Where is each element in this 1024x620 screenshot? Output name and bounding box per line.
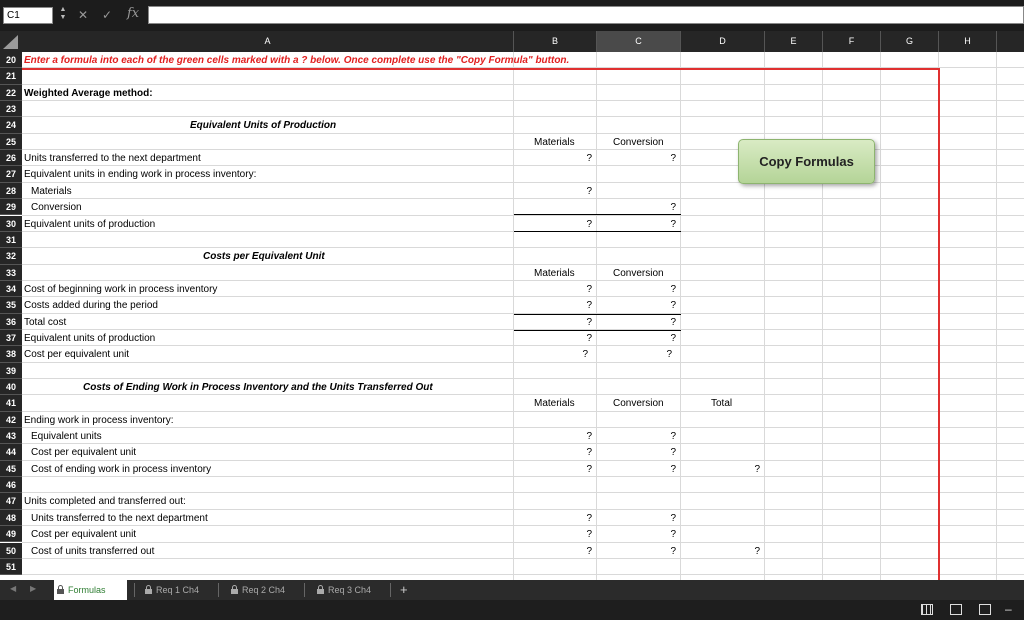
select-all-corner[interactable] bbox=[0, 31, 22, 52]
tab-scroll-left-icon[interactable]: ◀ bbox=[10, 584, 17, 593]
label-cost-units-transferred: Cost of units transferred out bbox=[31, 545, 155, 557]
input-cell[interactable]: ? bbox=[586, 300, 592, 312]
page-break-view-icon[interactable] bbox=[979, 604, 991, 615]
row-header[interactable]: 33 bbox=[0, 265, 22, 281]
lock-icon bbox=[145, 585, 152, 594]
input-cell[interactable]: ? bbox=[670, 300, 676, 312]
instruction-border-right bbox=[938, 68, 940, 580]
method-title: Weighted Average method: bbox=[24, 87, 153, 99]
row-header[interactable]: 47 bbox=[0, 493, 22, 509]
column-gridline bbox=[764, 52, 765, 580]
input-cell[interactable]: ? bbox=[586, 218, 592, 230]
column-gridline bbox=[680, 52, 681, 580]
input-cell[interactable]: ? bbox=[586, 153, 592, 165]
column-header-g[interactable]: G bbox=[881, 31, 939, 52]
row-gridline bbox=[22, 84, 1024, 85]
column-header-b[interactable]: B bbox=[514, 31, 597, 52]
label-eq-units-ending: Equivalent units in ending work in process inventory: bbox=[24, 169, 257, 181]
input-cell[interactable]: ? bbox=[670, 332, 676, 344]
tab-label: Req 3 Ch4 bbox=[328, 585, 372, 595]
input-cell[interactable]: ? bbox=[670, 447, 676, 459]
row-header[interactable]: 23 bbox=[0, 101, 22, 117]
tab-separator bbox=[390, 583, 391, 597]
row-gridline bbox=[22, 100, 1024, 101]
input-cell[interactable]: ? bbox=[670, 316, 676, 328]
label-conversion: Conversion bbox=[31, 202, 82, 214]
name-box-stepper-icon[interactable]: ▲ ▼ bbox=[59, 6, 67, 21]
input-cell[interactable]: ? bbox=[582, 349, 588, 361]
row-header[interactable]: 26 bbox=[0, 150, 22, 166]
lock-icon bbox=[231, 585, 238, 594]
input-cell[interactable]: ? bbox=[586, 332, 592, 344]
row-header[interactable]: 22 bbox=[0, 85, 22, 101]
input-cell[interactable]: ? bbox=[754, 545, 760, 557]
row-header[interactable]: 51 bbox=[0, 559, 22, 575]
input-cell[interactable]: ? bbox=[670, 283, 676, 295]
label-eq-units-production: Equivalent units of production bbox=[24, 218, 156, 230]
input-cell[interactable]: ? bbox=[586, 529, 592, 541]
label-total-cost: Total cost bbox=[24, 316, 67, 328]
label-cost-ending: Cost of ending work in process inventory bbox=[31, 463, 212, 475]
zoom-out-button[interactable]: – bbox=[1005, 602, 1012, 616]
label-units-transferred: Units transferred to the next department bbox=[24, 153, 201, 165]
column-header-e[interactable]: E bbox=[765, 31, 823, 52]
spreadsheet-grid[interactable] bbox=[0, 31, 1024, 580]
row-header[interactable]: 31 bbox=[0, 232, 22, 248]
name-box[interactable]: C1 bbox=[3, 7, 53, 24]
tab-separator bbox=[218, 583, 219, 597]
label-materials: Materials bbox=[31, 185, 72, 197]
label-eq-units: Equivalent units bbox=[31, 431, 102, 443]
input-cell[interactable]: ? bbox=[586, 512, 592, 524]
row-header[interactable]: 41 bbox=[0, 395, 22, 411]
row-header[interactable]: 27 bbox=[0, 166, 22, 182]
input-cell[interactable]: ? bbox=[670, 463, 676, 475]
header-materials: Materials bbox=[534, 267, 575, 279]
header-conversion: Conversion bbox=[613, 136, 664, 148]
row-header[interactable]: 32 bbox=[0, 248, 22, 264]
section-title-eup: Equivalent Units of Production bbox=[190, 120, 337, 132]
copy-formulas-button[interactable]: Copy Formulas bbox=[738, 139, 875, 184]
row-header[interactable]: 34 bbox=[0, 281, 22, 297]
column-header-a[interactable]: A bbox=[22, 31, 514, 52]
input-cell[interactable]: ? bbox=[586, 545, 592, 557]
total-rule bbox=[514, 330, 681, 331]
row-header[interactable]: 50 bbox=[0, 543, 22, 559]
row-header[interactable]: 45 bbox=[0, 461, 22, 477]
row-header[interactable]: 42 bbox=[0, 412, 22, 428]
column-gridline bbox=[880, 52, 881, 580]
row-header[interactable]: 48 bbox=[0, 510, 22, 526]
row-header[interactable]: 44 bbox=[0, 444, 22, 460]
row-header[interactable]: 21 bbox=[0, 68, 22, 84]
input-cell[interactable]: ? bbox=[666, 349, 672, 361]
row-header[interactable]: 43 bbox=[0, 428, 22, 444]
enter-icon[interactable]: ✓ bbox=[102, 8, 113, 22]
label-eq-units: Equivalent units of production bbox=[24, 332, 156, 344]
row-header[interactable]: 49 bbox=[0, 526, 22, 542]
label-cost-per-eq: Cost per equivalent unit bbox=[31, 529, 137, 541]
header-conversion: Conversion bbox=[613, 267, 664, 279]
row-gridline bbox=[22, 247, 1024, 248]
sheet-tab-req1[interactable] bbox=[142, 580, 214, 600]
row-header[interactable]: 25 bbox=[0, 134, 22, 150]
cancel-icon[interactable]: ✕ bbox=[78, 8, 89, 22]
tab-separator bbox=[134, 583, 135, 597]
header-materials: Materials bbox=[534, 136, 575, 148]
row-gridline bbox=[22, 574, 1024, 575]
input-cell[interactable]: ? bbox=[586, 447, 592, 459]
label-cost-beginning: Cost of beginning work in process inventory bbox=[24, 283, 218, 295]
label-units-completed: Units completed and transferred out: bbox=[24, 496, 186, 508]
lock-icon bbox=[317, 585, 324, 594]
input-cell[interactable]: ? bbox=[586, 463, 592, 475]
subtotal-rule bbox=[514, 214, 681, 215]
tab-label: Req 1 Ch4 bbox=[156, 585, 200, 595]
tab-label: Formulas bbox=[68, 585, 106, 595]
row-gridline bbox=[22, 133, 1024, 134]
subtotal-rule bbox=[514, 314, 681, 315]
column-header-h[interactable]: H bbox=[939, 31, 997, 52]
input-cell[interactable]: ? bbox=[670, 153, 676, 165]
row-header[interactable]: 39 bbox=[0, 363, 22, 379]
status-bar bbox=[0, 600, 1024, 620]
column-gridline bbox=[996, 52, 997, 580]
formula-bar bbox=[0, 0, 1024, 31]
input-cell[interactable]: ? bbox=[586, 283, 592, 295]
row-header[interactable]: 46 bbox=[0, 477, 22, 493]
tab-scroll-right-icon[interactable]: ▶ bbox=[30, 584, 37, 593]
column-header-c[interactable]: C bbox=[597, 31, 681, 52]
input-cell[interactable]: ? bbox=[670, 545, 676, 557]
input-cell[interactable]: ? bbox=[670, 529, 676, 541]
add-sheet-button[interactable]: + bbox=[400, 582, 408, 597]
row-header[interactable]: 28 bbox=[0, 183, 22, 199]
header-conversion: Conversion bbox=[613, 398, 664, 410]
column-header-d[interactable]: D bbox=[681, 31, 765, 52]
sheet-tab-req2[interactable] bbox=[228, 580, 304, 600]
normal-view-icon[interactable] bbox=[921, 604, 933, 615]
page-layout-view-icon[interactable] bbox=[950, 604, 962, 615]
row-header[interactable]: 35 bbox=[0, 297, 22, 313]
tab-separator bbox=[304, 583, 305, 597]
header-total: Total bbox=[711, 398, 733, 410]
sheet-tab-req3[interactable] bbox=[314, 580, 390, 600]
row-header[interactable]: 38 bbox=[0, 346, 22, 362]
header-materials: Materials bbox=[534, 398, 575, 410]
input-cell[interactable]: ? bbox=[586, 316, 592, 328]
row-header[interactable]: 36 bbox=[0, 314, 22, 330]
label-ending-wip: Ending work in process inventory: bbox=[24, 414, 174, 426]
row-gridline bbox=[22, 116, 1024, 117]
instruction-text: Enter a formula into each of the green cells marked with a ? below. Once complete use the "Copy Formula" button. bbox=[24, 55, 570, 66]
total-rule bbox=[514, 231, 681, 232]
row-gridline bbox=[22, 264, 1024, 265]
label-costs-added: Costs added during the period bbox=[24, 300, 158, 312]
row-header[interactable]: 29 bbox=[0, 199, 22, 215]
column-header-row bbox=[0, 31, 1024, 52]
lock-icon bbox=[57, 585, 64, 594]
row-header[interactable]: 30 bbox=[0, 216, 22, 232]
input-cell[interactable]: ? bbox=[670, 202, 676, 214]
row-header[interactable]: 24 bbox=[0, 117, 22, 133]
sheet-tab-formulas[interactable] bbox=[54, 580, 127, 600]
input-cell[interactable]: ? bbox=[670, 431, 676, 443]
column-header-f[interactable]: F bbox=[823, 31, 881, 52]
label-cost-per-eq: Cost per equivalent unit bbox=[24, 349, 130, 361]
column-gridline bbox=[822, 52, 823, 580]
input-cell[interactable]: ? bbox=[670, 218, 676, 230]
function-icon[interactable]: fx bbox=[127, 6, 140, 21]
formula-input[interactable] bbox=[148, 6, 1024, 24]
row-header[interactable]: 40 bbox=[0, 379, 22, 395]
label-units-transferred: Units transferred to the next department bbox=[31, 512, 208, 524]
input-cell[interactable]: ? bbox=[670, 512, 676, 524]
section-title-costs-ending: Costs of Ending Work in Process Inventory and the Units Transferred Out bbox=[83, 382, 433, 393]
row-header[interactable]: 20 bbox=[0, 52, 22, 68]
sheet-tab-bar bbox=[0, 580, 1024, 600]
row-header[interactable]: 37 bbox=[0, 330, 22, 346]
section-title-cost-per-unit: Costs per Equivalent Unit bbox=[203, 251, 325, 263]
input-cell[interactable]: ? bbox=[586, 185, 592, 197]
input-cell[interactable]: ? bbox=[586, 431, 592, 443]
label-cost-per-eq: Cost per equivalent unit bbox=[31, 447, 137, 459]
input-cell[interactable]: ? bbox=[754, 463, 760, 475]
tab-label: Req 2 Ch4 bbox=[242, 585, 286, 595]
